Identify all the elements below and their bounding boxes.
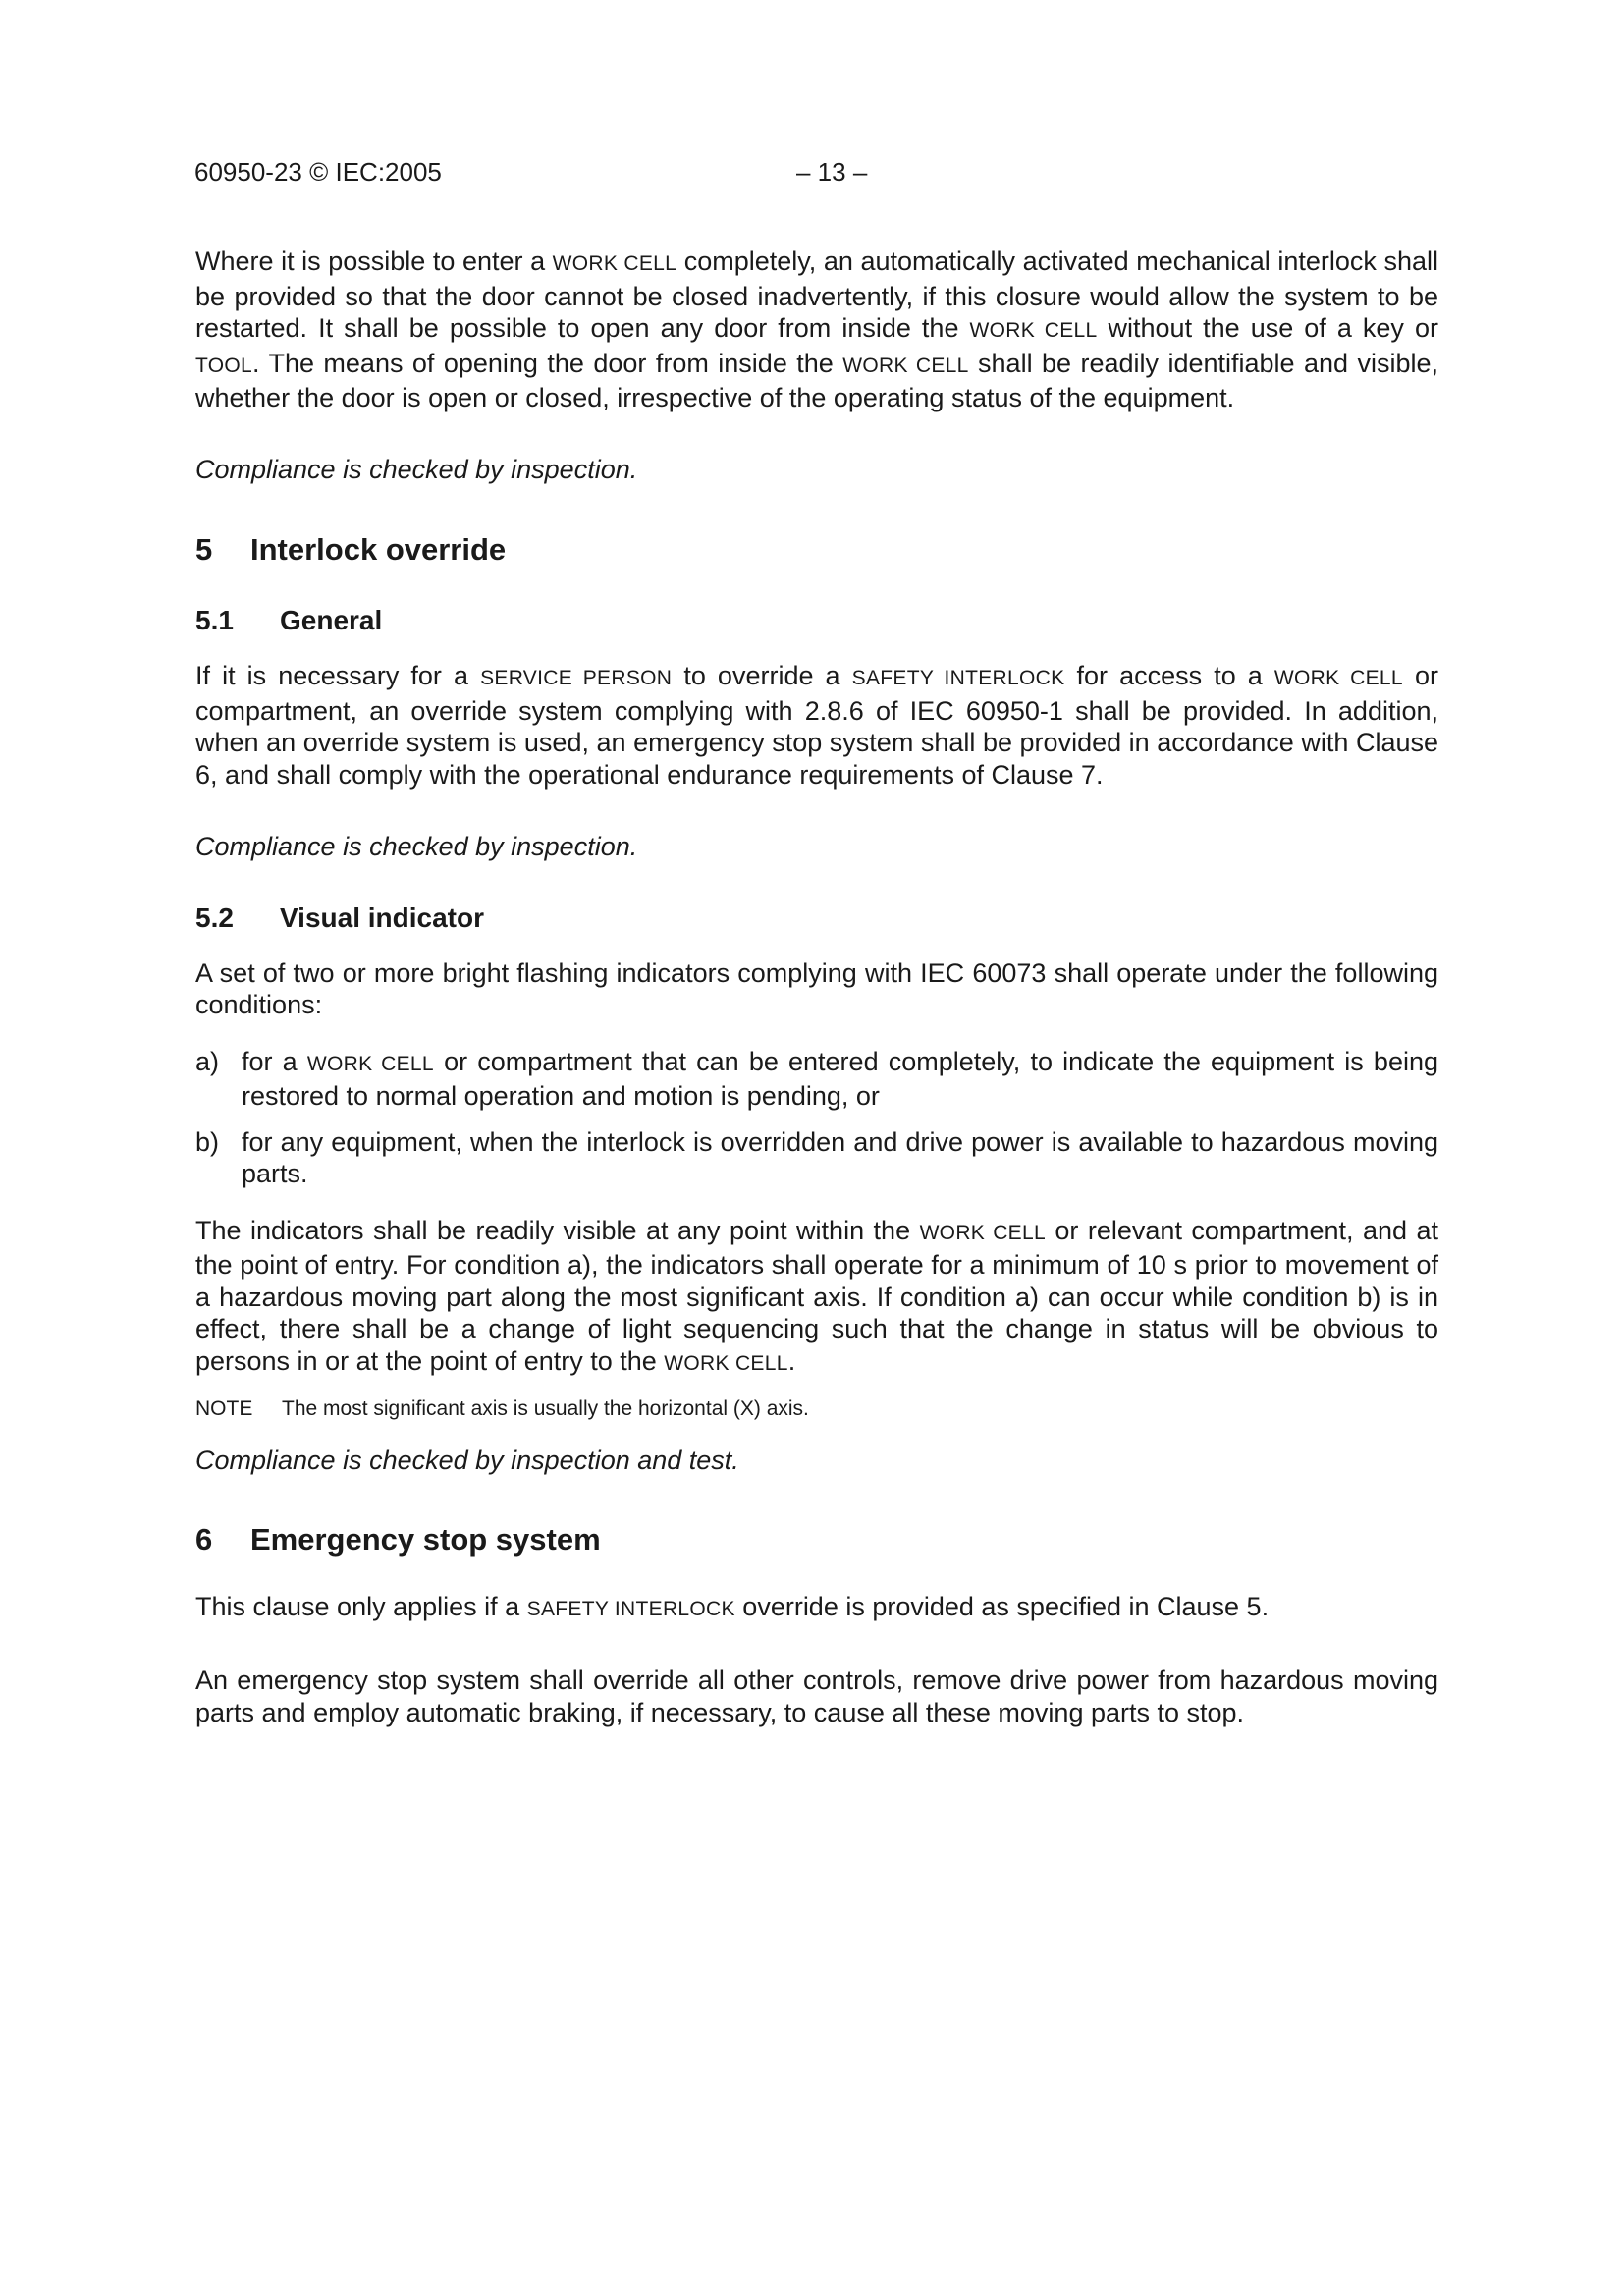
- defined-term: WORK CELL: [552, 252, 677, 275]
- section-5-2-heading: 5.2 Visual indicator: [195, 902, 484, 933]
- list-item-a: a) for a WORK CELL or compartment that can be entered completely, to indicate the equipment is being restored to normal operation and motion is pending, or: [195, 1046, 1438, 1111]
- compliance-statement: Compliance is checked by inspection.: [195, 832, 638, 861]
- section-5-2-paragraph: A set of two or more bright flashing indicators complying with IEC 60073 shall operate under the following conditions:: [195, 957, 1438, 1019]
- defined-term: WORK CELL: [664, 1351, 788, 1375]
- section-6-paragraph-2: An emergency stop system shall override all other controls, remove drive power from hazardous moving parts and employ automatic braking, if necessary, to cause all these moving parts to stop.: [195, 1666, 1438, 1727]
- note: [195, 1395, 1438, 1423]
- intro-paragraph: Where it is possible to enter a WORK CELL completely, an automatically activated mechanical interlock shall be provided so that the door cannot be closed inadvertently, if this closure would allow the system to be restarted. It shall be possible to open any door from inside the WORK CELL without the use of a key or TOOL. The means of opening the door from inside the WORK CELL shall be readily identifiable and visible, whether the door is open or closed, irrespective of the operating status of the equipment.: [195, 246, 1439, 412]
- page-body: [195, 246, 1438, 1728]
- defined-term: WORK CELL: [919, 1221, 1046, 1244]
- document-id: 60950-23 © IEC:2005: [194, 157, 442, 187]
- indicator-paragraph: The indicators shall be readily visible at any point within the WORK CELL or relevant compartment, and at the point of entry. For condition a), the indicators shall operate for a minimum of 10 s prior to movement of a hazardous moving part along the most significant axis. If condition a) can occur while condition b) is in effect, there shall be a change of light sequencing such that the change in status will be obvious to persons in or at the point of entry to the WORK CELL.: [195, 1215, 1438, 1376]
- page-number: – 13 –: [796, 157, 868, 187]
- defined-term: SAFETY INTERLOCK: [526, 1597, 735, 1620]
- section-5-1-paragraph: If it is necessary for a SERVICE PERSON to override a SAFETY INTERLOCK for access to a WORK CELL or compartment, an override system complying with 2.8.6 of IEC 60950-1 shall be provided. In addition, when an override system is used, an emergency stop system shall be provided in accordance with Clause 6, and shall comply with the operational endurance requirements of Clause 7.: [195, 661, 1438, 790]
- defined-term: WORK CELL: [969, 319, 1098, 342]
- list-item-b: b) for any equipment, when the interlock is overridden and drive power is available to hazardous moving parts.: [195, 1126, 1438, 1188]
- defined-term: SAFETY INTERLOCK: [851, 667, 1065, 689]
- section-5-heading: 5 Interlock override: [195, 532, 507, 567]
- section-6-paragraph-1: This clause only applies if a SAFETY INTERLOCK override is provided as specified in Clause 5.: [195, 1591, 1270, 1621]
- defined-term: WORK CELL: [306, 1052, 434, 1075]
- defined-term: WORK CELL: [1273, 667, 1403, 689]
- note-label: NOTE: [195, 1397, 253, 1420]
- compliance-statement: Compliance is checked by inspection.: [195, 454, 638, 484]
- page-header: [0, 157, 1623, 196]
- defined-term: WORK CELL: [842, 354, 969, 377]
- section-5-1-heading: 5.1 General: [195, 605, 383, 635]
- section-6-heading: 6 Emergency stop system: [195, 1521, 601, 1557]
- compliance-statement: Compliance is checked by inspection and test.: [195, 1446, 739, 1475]
- note-text: The most significant axis is usually the horizontal (X) axis.: [282, 1397, 809, 1420]
- defined-term: SERVICE PERSON: [480, 667, 673, 689]
- defined-term: TOOL: [195, 354, 252, 377]
